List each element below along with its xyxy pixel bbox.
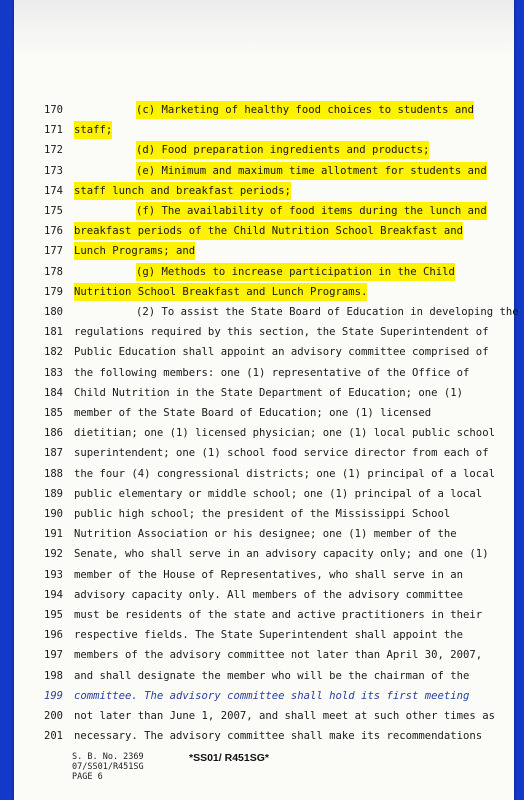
line-content: Nutrition Association or his designee; one (1) member of the <box>74 528 457 541</box>
line-number: 199 <box>44 689 63 702</box>
document-page <box>14 0 519 800</box>
line-number: 187 <box>44 447 63 460</box>
line-text <box>136 302 519 322</box>
line-content: dietitian; one (1) licensed physician; one (1) local public school <box>74 427 495 440</box>
text-line <box>14 504 514 524</box>
line-number: 173 <box>44 164 63 177</box>
line-text <box>136 140 429 160</box>
highlighted-text: breakfast periods of the Child Nutrition School Breakfast and <box>74 222 463 240</box>
highlighted-text: (g) Methods to increase participation in the Child <box>136 263 455 281</box>
text-line <box>14 484 514 504</box>
line-text <box>74 181 291 201</box>
line-text <box>74 484 482 504</box>
line-number: 197 <box>44 649 63 662</box>
line-number: 172 <box>44 144 63 157</box>
line-content: members of the advisory committee not later than April 30, 2007, <box>74 649 483 662</box>
line-text <box>74 383 463 403</box>
text-line <box>14 686 514 706</box>
line-text <box>74 666 469 686</box>
line-text <box>74 625 463 645</box>
text-line <box>14 201 514 221</box>
line-content: advisory capacity only. All members of the advisory committee <box>74 588 464 601</box>
line-number: 183 <box>44 366 63 379</box>
line-text <box>74 363 469 383</box>
text-line <box>14 666 514 686</box>
highlighted-text: (e) Minimum and maximum time allotment for students and <box>136 162 487 180</box>
line-content: (2) To assist the State Board of Education in developing the <box>136 306 519 318</box>
line-number: 179 <box>44 285 63 298</box>
text-line <box>14 443 514 463</box>
line-text <box>74 403 431 423</box>
line-content: regulations required by this section, the State Superintendent of <box>74 326 489 339</box>
line-number: 195 <box>44 609 63 621</box>
line-number: 181 <box>44 326 63 339</box>
page-top-margin <box>14 0 514 56</box>
line-text <box>74 686 469 706</box>
text-line <box>14 625 514 645</box>
line-content: and shall designate the member who will be the chairman of the <box>74 669 470 682</box>
line-content: necessary. The advisory committee shall make its recommendations <box>74 730 483 743</box>
line-number: 189 <box>44 487 63 500</box>
line-number: 185 <box>44 407 63 419</box>
line-number: 178 <box>44 265 63 278</box>
line-number: 193 <box>44 568 63 581</box>
line-number: 184 <box>44 386 63 399</box>
text-line <box>14 524 514 544</box>
text-line <box>14 363 514 383</box>
line-number: 176 <box>44 225 63 238</box>
line-number: 171 <box>44 124 63 137</box>
page-number: PAGE 6 <box>72 772 103 782</box>
line-content: Senate, who shall serve in an advisory capacity only; and one (1) <box>74 548 489 561</box>
text-line <box>14 100 514 120</box>
line-text <box>74 322 489 342</box>
text-line <box>14 302 519 322</box>
line-text <box>74 342 489 362</box>
line-text <box>74 524 457 544</box>
line-number: 190 <box>44 508 63 520</box>
text-line <box>14 140 514 160</box>
line-number: 174 <box>44 184 63 197</box>
line-text <box>74 282 367 302</box>
line-number: 192 <box>44 548 63 561</box>
line-number: 201 <box>44 730 63 743</box>
line-text <box>136 262 455 282</box>
line-number: 196 <box>44 629 63 642</box>
line-text <box>74 645 482 665</box>
text-line <box>14 423 514 443</box>
highlighted-text: staff; <box>74 121 112 139</box>
line-content: the following members: one (1) representative of the Office of <box>74 366 470 379</box>
line-text <box>74 605 482 625</box>
text-line <box>14 645 514 665</box>
highlighted-text: staff lunch and breakfast periods; <box>74 182 291 200</box>
text-line <box>14 120 514 140</box>
text-line <box>14 322 514 342</box>
text-line <box>14 383 514 403</box>
line-text <box>136 100 474 120</box>
line-number: 188 <box>44 467 63 480</box>
line-text <box>74 241 195 261</box>
line-number: 177 <box>44 245 63 258</box>
line-text <box>74 443 489 463</box>
line-text <box>74 706 495 726</box>
line-text <box>74 565 463 585</box>
highlighted-text: Lunch Programs; and <box>74 242 195 260</box>
line-number: 175 <box>44 205 63 217</box>
line-content: public high school; the president of the Mississippi School <box>74 508 451 520</box>
page-footer <box>72 752 144 782</box>
highlighted-text: (c) Marketing of healthy food choices to students and <box>136 101 474 119</box>
text-line <box>14 262 514 282</box>
line-text <box>74 504 450 524</box>
text-line <box>14 726 514 746</box>
text-line <box>14 565 514 585</box>
line-number: 191 <box>44 528 63 541</box>
line-content: Child Nutrition in the State Department of Education; one (1) <box>74 386 464 399</box>
line-text <box>74 464 495 484</box>
line-number: 170 <box>44 104 63 116</box>
line-content: must be residents of the state and active practitioners in their <box>74 609 483 621</box>
bill-code: 07/SS01/R451SG <box>72 762 144 772</box>
line-text <box>74 221 463 241</box>
line-content: member of the House of Representatives, who shall serve in an <box>74 568 464 581</box>
text-line <box>14 706 514 726</box>
line-text <box>74 120 112 140</box>
line-content: Public Education shall appoint an advisory committee comprised of <box>74 346 489 359</box>
line-number: 194 <box>44 588 63 601</box>
line-content: member of the State Board of Education; one (1) licensed <box>74 407 432 419</box>
line-content: the four (4) congressional districts; one (1) principal of a local <box>74 467 495 480</box>
highlighted-text: (d) Food preparation ingredients and products; <box>136 141 429 159</box>
text-line <box>14 282 514 302</box>
line-content: not later than June 1, 2007, and shall meet at such other times as <box>74 710 495 722</box>
text-line <box>14 241 514 261</box>
text-line <box>14 221 514 241</box>
line-number: 198 <box>44 669 63 682</box>
text-line <box>14 544 514 564</box>
line-content: respective fields. The State Superintendent shall appoint the <box>74 629 464 642</box>
line-number: 200 <box>44 710 63 722</box>
text-line <box>14 161 514 181</box>
line-text <box>74 585 463 605</box>
line-text <box>74 726 482 746</box>
line-text <box>136 201 487 221</box>
text-line <box>14 585 514 605</box>
line-text <box>74 423 495 443</box>
bill-number: S. B. No. 2369 <box>72 752 144 762</box>
text-line <box>14 181 514 201</box>
line-number: 180 <box>44 306 63 318</box>
highlighted-text: (f) The availability of food items during the lunch and <box>136 202 487 220</box>
text-line <box>14 342 514 362</box>
barcode-label: *SS01/ R451SG* <box>189 752 269 764</box>
line-text <box>74 544 489 564</box>
text-line <box>14 403 514 423</box>
line-number: 182 <box>44 346 63 359</box>
line-content: superintendent; one (1) school food service director from each of <box>74 447 489 460</box>
line-content: public elementary or middle school; one (1) principal of a local <box>74 487 483 500</box>
line-number: 186 <box>44 427 63 440</box>
text-line <box>14 605 514 625</box>
highlighted-text: Nutrition School Breakfast and Lunch Programs. <box>74 283 367 301</box>
line-content: committee. The advisory committee shall hold its first meeting <box>74 689 470 702</box>
line-text <box>136 161 487 181</box>
text-line <box>14 464 514 484</box>
